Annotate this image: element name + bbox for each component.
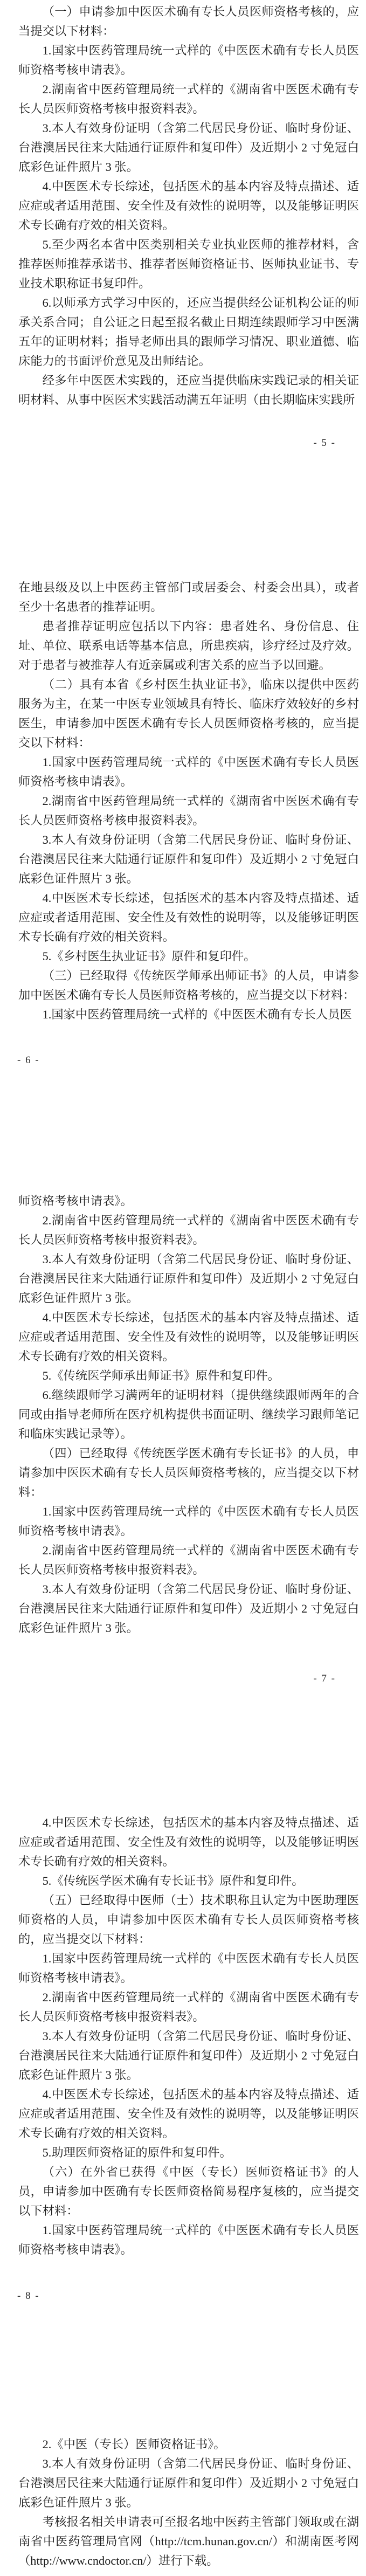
paragraph: 3.本人有效身份证明（含第二代居民身份证、临时身份证、台港澳居民往来大陆通行证原件和复印件）及近期小 2 寸免冠白底彩色证件照片 3 张。 — [18, 2029, 359, 2082]
page-6-content — [18, 578, 359, 1024]
paragraph: 3.本人有效身份证明（含第二代居民身份证、临时身份证、台港澳居民往来大陆通行证原件和复印件）及近期小 2 寸免冠白底彩色证件照片 3 张。 — [18, 833, 359, 885]
paragraph: 1.国家中医药管理局统一式样的《中医医术确有专长人员医师资格考核申请表》。 — [18, 755, 359, 788]
paragraph: 6.以师承方式学习中医的，还应当提供经公证机构公证的师承关系合同；自公证之日起至报名截止日期连续跟师学习中医满五年的证明材料；指导老师出具的跟师学习情况、职业道德、临床能力的书面评价意见及出师结论。 — [18, 296, 359, 368]
paragraph: 4.中医医术专长综述，包括医术的基本内容及特点描述、适应症或者适用范围、安全性及有效性的说明等，以及能够证明医术专长确有疗效的相关资料。 — [18, 891, 359, 943]
paragraph: 4.中医医术专长综述，包括医术的基本内容及特点描述、适应症或者适用范围、安全性及有效性的说明等，以及能够证明医术专长确有疗效的相关资料。 — [18, 2088, 359, 2140]
paragraph: 5.《传统医学师承出师证书》原件和复印件。 — [42, 1369, 280, 1382]
paragraph: 2.湖南省中医药管理局统一式样的《湖南省中医医术确有专长人员医师资格考核申报资料表》。 — [18, 82, 359, 115]
paragraph: 考核报名相关申请表可至报名地中医药主管部门领取或在湖南省中医药管理局官网（http://tcm.hunan.gov.cn/）和湖南医考网（http://www.cndoctor.cn/）进行下载。 — [18, 2515, 359, 2567]
paragraph: 2.湖南省中医药管理局统一式样的《湖南省中医医术确有专长人员医师资格考核申报资料表》。 — [18, 1544, 359, 1576]
paragraph: 5.助理医师资格证的原件和复印件。 — [42, 2146, 232, 2159]
paragraph: 3.本人有效身份证明（含第二代居民身份证、临时身份证、台港澳居民往来大陆通行证原件和复印件）及近期小 2 寸免冠白底彩色证件照片 3 张。 — [18, 2457, 359, 2509]
paragraph: 2.《中医（专长）医师资格证书》。 — [42, 2437, 226, 2451]
page-5-number-footer: - 5 - — [313, 437, 336, 449]
page-8-content — [18, 1813, 359, 2260]
paragraph: 1.国家中医药管理局统一式样的《中医医术确有专长人员医师资格考核申请表》。 — [18, 1505, 359, 1538]
page-6-number-footer: - 6 - — [17, 1055, 40, 1066]
paragraph: （五）已经取得中医师（士）技术职称且认定为中医助理医师资格的人员，申请参加中医医术确有专长人员医师资格考核的，应当提交以下材料： — [18, 1893, 359, 1946]
paragraph: 在地县级及以上中医药主管部门或居委会、村委会出具），或者至少十名患者的推荐证明。 — [18, 581, 359, 614]
paragraph: 6.继续跟师学习满两年的证明材料（提供继续跟师两年的合同或由指导老师所在医疗机构提供书面证明、继续学习跟师笔记和临床实践记录等）。 — [18, 1388, 359, 1441]
paragraph: 3.本人有效身份证明（含第二代居民身份证、临时身份证、台港澳居民往来大陆通行证原件和复印件）及近期小 2 寸免冠白底彩色证件照片 3 张。 — [18, 1582, 359, 1635]
page-8-number-footer: - 8 - — [17, 2290, 40, 2302]
paragraph: 1.国家中医药管理局统一式样的《中医医术确有专长人员医师资格考核申请表》。 — [18, 2223, 359, 2256]
paragraph: 3.本人有效身份证明（含第二代居民身份证、临时身份证、台港澳居民往来大陆通行证原件和复印件）及近期小 2 寸免冠白底彩色证件照片 3 张。 — [18, 1252, 359, 1305]
page-9-content — [18, 2435, 359, 2571]
paragraph: （二）具有本省《乡村医生执业证书》，临床以提供中医药服务为主，在某一中医专业领域具有特长、临床疗效较好的乡村医生，申请参加中医医术确有专长人员医师资格考核的，应当提交以下材料： — [18, 678, 359, 749]
paragraph: 4.中医医术专长综述，包括医术的基本内容及特点描述、适应症或者适用范围、安全性及有效性的说明等，以及能够证明医术专长确有疗效的相关资料。 — [18, 1311, 359, 1363]
paragraph: 经多年中医医术实践的，还应当提供临床实践记录的相关证明材料、从事中医医术实践活动满五年证明（由长期临床实践所 — [18, 374, 359, 407]
page-7-content — [18, 1191, 359, 1638]
paragraph: 师资格考核申请表》。 — [18, 1194, 133, 1208]
paragraph: 5.至少两名本省中医类别相关专业执业医师的推荐材料，含推荐医师推荐承诺书、推荐者医师资格证书、医师执业证书、专业技术职称证书复印件。 — [18, 238, 359, 290]
paragraph: 4.中医医术专长综述，包括医术的基本内容及特点描述、适应症或者适用范围、安全性及有效性的说明等，以及能够证明医术专长确有疗效的相关资料。 — [18, 180, 359, 232]
paragraph: （三）已经取得《传统医学师承出师证书》的人员，申请参加中医医术确有专长人员医师资格考核的，应当提交以下材料： — [18, 969, 359, 1002]
paragraph: 1.国家中医药管理局统一式样的《中医医术确有专长人员医师资格考核申请表》。 — [18, 1952, 359, 1985]
paragraph: 5.《乡村医生执业证书》原件和复印件。 — [42, 949, 256, 963]
paragraph: 3.本人有效身份证明（含第二代居民身份证、临时身份证、台港澳居民往来大陆通行证原件和复印件）及近期小 2 寸免冠白底彩色证件照片 3 张。 — [18, 121, 359, 174]
paragraph: （六）在外省已获得《中医（专长）医师资格证书》的人员，申请参加中医确有专长医师资格简易程序复核的，应当提交以下材料： — [18, 2165, 359, 2217]
page-5-content — [18, 2, 359, 410]
paragraph: 2.湖南省中医药管理局统一式样的《湖南省中医医术确有专长人员医师资格考核申报资料表》。 — [18, 1990, 359, 2023]
paragraph: 5.《传统医学医术确有专长证书》原件和复印件。 — [42, 1874, 304, 1888]
paragraph: 1.国家中医药管理局统一式样的《中医医术确有专长人员医师资格考核申请表》。 — [18, 44, 359, 77]
paragraph: 2.湖南省中医药管理局统一式样的《湖南省中医医术确有专长人员医师资格考核申报资料表》。 — [18, 794, 359, 827]
paragraph: （四）已经取得《传统医学医术确有专长证书》的人员，申请参加中医医术确有专长人员医师资格考核的，应当提交以下材料： — [18, 1447, 359, 1499]
paragraph: 1.国家中医药管理局统一式样的《中医医术确有专长人员医 — [42, 1008, 352, 1021]
page-7-number-footer: - 7 - — [313, 1673, 336, 1684]
paragraph: 4.中医医术专长综述，包括医术的基本内容及特点描述、适应症或者适用范围、安全性及有效性的说明等，以及能够证明医术专长确有疗效的相关资料。 — [18, 1816, 359, 1868]
paragraph: （一）申请参加中医医术确有专长人员医师资格考核的，应当提交以下材料： — [18, 5, 359, 38]
paragraph: 患者推荐证明应包括以下内容：患者姓名、身份信息、住址、单位、联系电话等基本信息，所患疾病，诊疗经过及疗效。对于患者与被推荐人有近亲属或利害关系的应当予以回避。 — [18, 619, 359, 672]
paragraph: 2.湖南省中医药管理局统一式样的《湖南省中医医术确有专长人员医师资格考核申报资料表》。 — [18, 1214, 359, 1246]
